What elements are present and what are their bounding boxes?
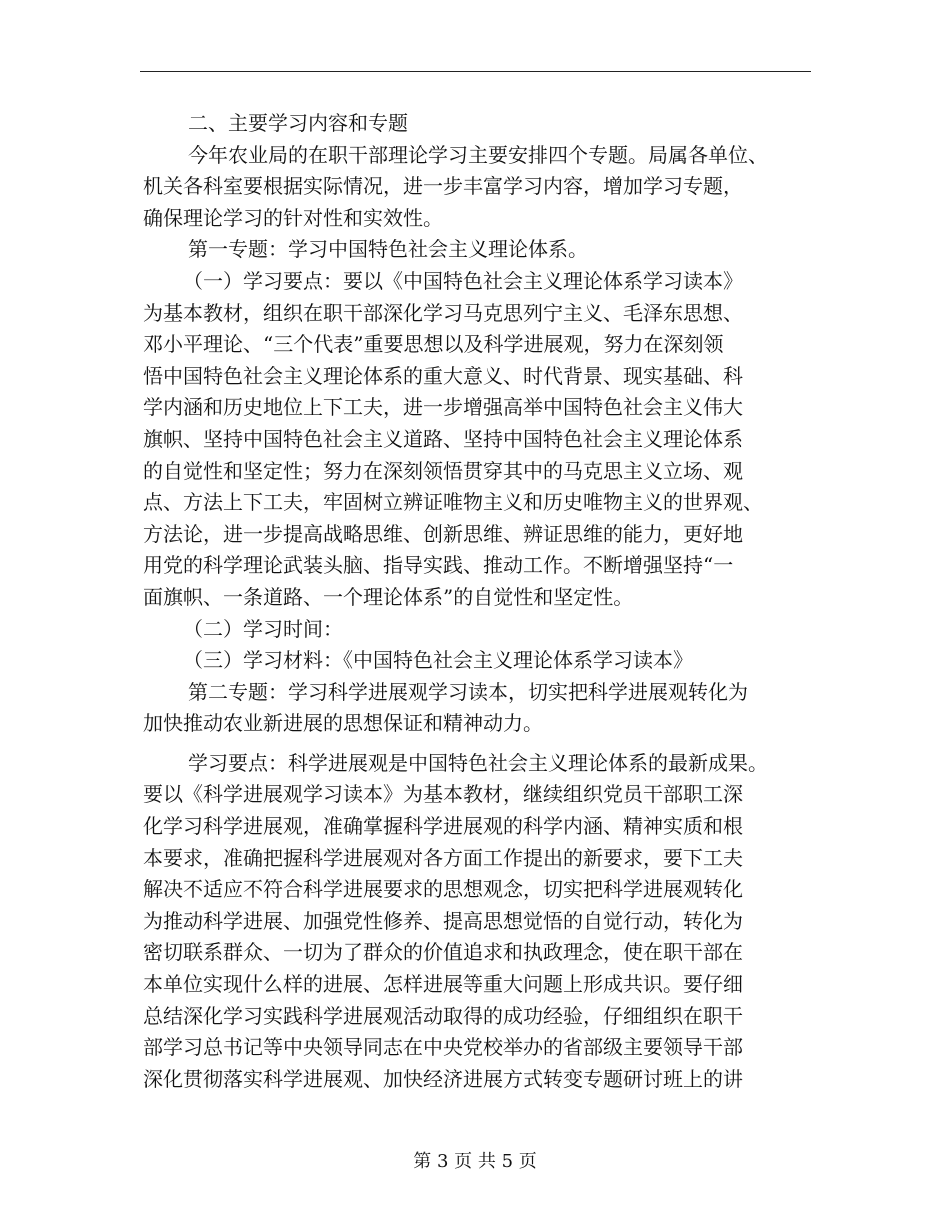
topic2-point-line-3: 化学习科学进展观，准确掌握科学进展观的科学内涵、精神实质和根 <box>143 814 743 839</box>
header-rule <box>140 71 811 72</box>
topic2-point-line-8: 本单位实现什么样的进展、怎样进展等重大问题上形成共识。要仔细 <box>143 972 743 997</box>
topic2-point-line-6: 为推动科学进展、加强党性修养、提高思想觉悟的自觉行动，转化为 <box>143 908 743 933</box>
topic1-material: （三）学习材料：《中国特色社会主义理论体系学习读本》 <box>183 648 693 673</box>
topic2-point-line-10: 部学习总书记等中央领导同志在中央党校举办的省部级主要领导干部 <box>143 1035 743 1060</box>
topic1-time: （二）学习时间： <box>183 616 343 641</box>
topic1-point-line-3: 邓小平理论、“三个代表”重要思想以及科学进展观，努力在深刻领 <box>143 332 724 357</box>
intro-line-3: 确保理论学习的针对性和实效性。 <box>143 205 443 230</box>
intro-line-2: 机关各科室要根据实际情况，进一步丰富学习内容，增加学习专题， <box>143 174 743 199</box>
topic1-point-line-7: 的自觉性和坚定性；努力在深刻领悟贯穿其中的马克思主义立场、观 <box>143 458 743 483</box>
topic1-point-line-1: （一）学习要点：要以《中国特色社会主义理论体系学习读本》 <box>183 268 743 293</box>
topic1-point-line-5: 学内涵和历史地位上下工夫，进一步增强高举中国特色社会主义伟大 <box>143 395 743 420</box>
topic1-point-line-11: 面旗帜、一条道路、一个理论体系”的自觉性和坚定性。 <box>143 584 634 609</box>
page-number-footer: 第 3 页 共 5 页 <box>413 1151 537 1172</box>
topic2-point-line-9: 总结深化学习实践科学进展观活动取得的成功经验，仔细组织在职干 <box>143 1003 743 1028</box>
topic1-point-line-10: 用党的科学理论武装头脑、指导实践、推动工作。不断增强坚持“一 <box>143 553 734 578</box>
intro-line-1: 今年农业局的在职干部理论学习主要安排四个专题。局属各单位、 <box>188 142 768 167</box>
section-heading: 二、主要学习内容和专题 <box>188 111 408 135</box>
topic2-point-line-7: 密切联系群众、一切为了群众的价值追求和执政理念，使在职干部在 <box>143 940 743 965</box>
topic2-point-line-4: 本要求，准确把握科学进展观对各方面工作提出的新要求，要下工夫 <box>143 845 743 870</box>
topic1-point-line-9: 方法论，进一步提高战略思维、创新思维、辨证思维的能力，更好地 <box>143 521 743 546</box>
topic1-point-line-2: 为基本教材，组织在职干部深化学习马克思列宁主义、毛泽东思想、 <box>143 300 743 325</box>
topic2-title-line-1: 第二专题：学习科学进展观学习读本，切实把科学进展观转化为 <box>188 679 748 704</box>
topic2-point-line-1: 学习要点：科学进展观是中国特色社会主义理论体系的最新成果。 <box>188 750 768 775</box>
topic2-point-line-11: 深化贯彻落实科学进展观、加快经济进展方式转变专题研讨班上的讲 <box>143 1066 743 1091</box>
topic1-title: 第一专题：学习中国特色社会主义理论体系。 <box>188 237 588 262</box>
topic1-point-line-8: 点、方法上下工夫，牢固树立辨证唯物主义和历史唯物主义的世界观、 <box>143 490 763 515</box>
topic1-point-line-4: 悟中国特色社会主义理论体系的重大意义、时代背景、现实基础、科 <box>143 363 743 388</box>
topic2-point-line-2: 要以《科学进展观学习读本》为基本教材，继续组织党员干部职工深 <box>143 782 743 807</box>
topic2-point-line-5: 解决不适应不符合科学进展要求的思想观念，切实把科学进展观转化 <box>143 877 743 902</box>
topic1-point-line-6: 旗帜、坚持中国特色社会主义道路、坚持中国特色社会主义理论体系 <box>143 426 743 451</box>
topic2-title-line-2: 加快推动农业新进展的思想保证和精神动力。 <box>143 711 543 736</box>
document-body <box>143 108 815 1095</box>
paragraph-gap <box>143 740 815 748</box>
